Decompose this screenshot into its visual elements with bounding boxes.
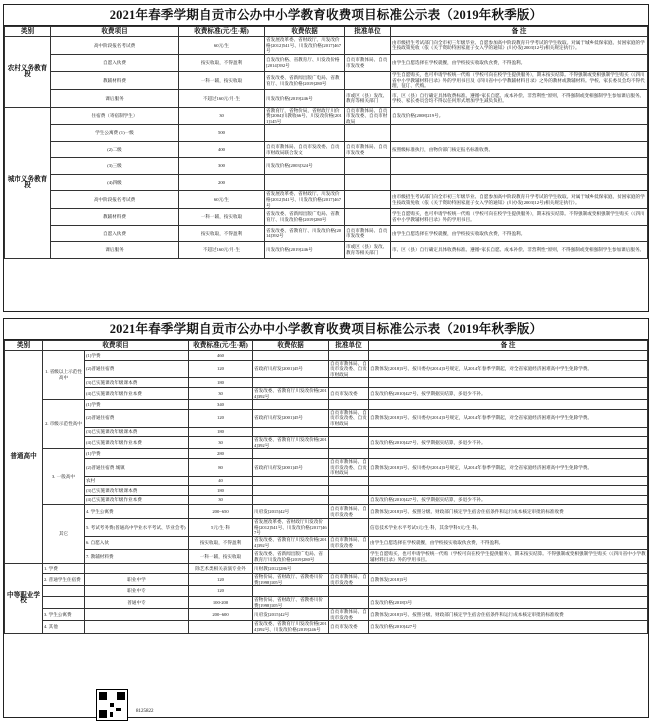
- table-cell: 川府发[2015]42号: [253, 609, 329, 621]
- table-cell: 180: [189, 378, 253, 388]
- table-row: [5, 174, 648, 191]
- table-cell: 100-200: [189, 596, 253, 608]
- table-cell: 自贡市教体局、自贡市发改委: [330, 537, 367, 548]
- group-cell: 2. 市级示范性高中: [43, 400, 85, 449]
- table-row: [5, 621, 648, 633]
- group-cell: 其它: [43, 505, 85, 563]
- table-cell: [85, 609, 189, 621]
- table-cell: [369, 378, 648, 388]
- table-cell: 3. 学生公寓费: [43, 609, 85, 621]
- col-item: 收费项目: [43, 341, 189, 351]
- table-cell: 按实收取，不得盈利: [179, 225, 265, 242]
- table-cell: [345, 37, 391, 55]
- table-cell: 460: [189, 351, 253, 361]
- sheet2-title: 2021年春季学期自贡市公办中小学教育收费项目标准公示表（2019年秋季版）: [4, 319, 648, 340]
- table-cell: [189, 621, 253, 633]
- table-cell: (2)二级: [51, 141, 179, 158]
- table-cell: 自教体发[2018]3号、按川委办[2014]3号规定，从2014年春季学期起，对全省家庭经济困难高中学生免除学费。: [369, 409, 648, 427]
- table-row: [5, 378, 648, 388]
- table-row: [5, 437, 648, 449]
- table-cell: 自发改价格[2010]427号、按学期据实结算，多退少不补。: [369, 495, 648, 505]
- table-cell: 自教体发[2018]3号: [369, 574, 648, 586]
- table-cell: [369, 476, 648, 486]
- group-cell: 1. 省级以上示范性高中: [43, 351, 85, 400]
- table-cell: 一科一辅，按实收取: [179, 209, 265, 226]
- table-cell: 自发改价格、省教育厅、川发改价格[2014]392号: [265, 54, 345, 72]
- table-cell: 按实收取，不得盈利: [189, 536, 253, 550]
- table-cell: 5. 考试考务费(普通高中学业水平考试、毕业会考): [85, 518, 189, 536]
- category-cell: 中等职业学校: [5, 563, 43, 633]
- table-cell: 省物价局、省财政厅、省教委川价费[1998]105号: [253, 574, 329, 586]
- table-cell: 住宿费（寄宿制学生）: [51, 107, 179, 125]
- table-cell: 180: [189, 427, 253, 437]
- table-cell: 由市级招生考试部门向全市初三年级毕业、自愿参加高中阶段教育升学考试的学生收取。对属于城乡低保家庭、贫困家庭的学生按政策免收（依《关于资助特困家庭子女入学的通知》(川办发[2003]12号)相关规定执行）。: [391, 37, 648, 55]
- table-cell: 由学生自愿选择在学校就餐，由学校按实收取伙食费，不得盈利。: [391, 54, 648, 72]
- table-cell: 教辅材料费: [51, 209, 179, 226]
- table-cell: 川发改价格[2003]324号: [265, 158, 345, 175]
- table-cell: 200: [179, 174, 265, 191]
- table-cell: 自贡市教体局、自贡市发改委: [330, 609, 367, 620]
- table-cell: [253, 400, 329, 410]
- table-row: [5, 486, 648, 496]
- table-cell: 课后服务: [51, 90, 179, 108]
- table-cell: 80: [189, 458, 253, 476]
- table-cell: 市或区（县）发改、教育等相关部门: [345, 90, 391, 108]
- table-cell: 学生自愿购买，也可申请学校统一代购（学校可向在校学生提供服务），期末按实结算。不得强制或变相强制学生购买（《四川省中小学教辅材料目录》外的学用书目。: [391, 209, 648, 226]
- qr-code-icon[interactable]: [96, 689, 128, 721]
- table-cell: (4)四级: [51, 174, 179, 191]
- table-cell: 除艺术类相关表演专业外: [189, 563, 253, 574]
- table-cell: 按实收取，不得盈利: [179, 54, 265, 72]
- table-row: [5, 107, 648, 125]
- table-cell: 省发改委、省教育厅川发改价格[2014]392号、川发改价格[2019]246号: [254, 621, 327, 632]
- table-row: [5, 518, 648, 536]
- table-row: [5, 387, 648, 399]
- table-cell: 7. 教辅材料费: [85, 550, 189, 564]
- table-cell: [329, 596, 369, 608]
- table-cell: 60元/生: [179, 191, 265, 209]
- table-row: [5, 563, 648, 574]
- col-approver: 批准单位: [329, 341, 369, 351]
- sheet1-title: 2021年春季学期自贡市公办中小学教育收费项目标准公示表（2019年秋季版）: [4, 5, 648, 26]
- table-cell: [253, 449, 329, 459]
- table-cell: [391, 125, 648, 142]
- table-cell: 4. 学生公寓费: [85, 505, 189, 519]
- table-cell: (2)普通住宿费 城镇: [85, 458, 189, 476]
- table-cell: [391, 174, 648, 191]
- table-cell: [253, 378, 329, 388]
- table-cell: (1)学费: [85, 351, 189, 361]
- table-cell: 高中阶段报名考试费: [51, 191, 179, 209]
- phone-number: 8125822: [136, 709, 154, 714]
- table-cell: [329, 427, 369, 437]
- table-cell: 自发改价格[2010]427号、按学期据实结算，多退少不补。: [369, 387, 648, 399]
- table-cell: (4)已实施课改年级作业本费: [85, 387, 189, 399]
- table-cell: 自教体发[2018]3号、按照分级、财政部门核定学生宿舍住宿条件和运行成本核定审批的标准收费: [369, 609, 648, 621]
- table-cell: 普通中专: [85, 596, 189, 608]
- table-cell: 由学生自愿选择在学校就餐，由学校按实收取伙食费，不得盈利。: [369, 536, 648, 550]
- table-cell: [329, 586, 369, 597]
- table-cell: (3)三级: [51, 158, 179, 175]
- table-cell: 省发改委、省教育厅、川发改价格[2014]392号: [265, 225, 345, 242]
- table-cell: (3)已实施课改年级课本费: [85, 427, 189, 437]
- table-cell: [253, 476, 329, 486]
- table-cell: [253, 495, 329, 505]
- table-cell: [369, 449, 648, 459]
- table-cell: 自贡市发改委: [329, 387, 369, 399]
- table-row: [5, 427, 648, 437]
- table-cell: 120: [189, 360, 253, 378]
- table-cell: [85, 621, 189, 633]
- table-cell: 职业中学: [85, 574, 189, 586]
- table-cell: [345, 125, 391, 142]
- table-cell: 自贡市教体局、自贡市发改委、自贡市财政局: [330, 360, 367, 377]
- sheet2-table: [4, 340, 648, 634]
- table-cell: 340: [189, 400, 253, 410]
- table-cell: 300: [179, 158, 265, 175]
- table-row: [5, 242, 648, 259]
- table-cell: 省发改委、省新闻出版广电局、省教育厅、川发改价格[2019]280号: [265, 209, 345, 226]
- table-row: [5, 191, 648, 209]
- table-cell: 自教体发[2018]3号、按照分级、财政部门核定学生宿舍住宿条件和运行成本核定审批的标准收费: [369, 505, 648, 519]
- table-row: [5, 505, 648, 519]
- table-cell: [329, 400, 369, 410]
- table-cell: 30: [189, 387, 253, 399]
- table-cell: 40: [189, 476, 253, 486]
- table-cell: [369, 563, 648, 574]
- table-cell: (1)学费: [85, 400, 189, 410]
- table-cell: [369, 400, 648, 410]
- table-cell: 课后服务: [51, 242, 179, 259]
- table-cell: [345, 209, 391, 226]
- table-cell: 200~650: [189, 505, 253, 519]
- table-cell: 省政府川府发[2001]45号: [253, 458, 329, 476]
- table-cell: [391, 158, 648, 175]
- table-cell: 自贡市教体局、自贡市发改委、自贡市财政局: [330, 409, 367, 426]
- table-cell: 自贡市教体局、自贡市发改委: [345, 225, 391, 242]
- table-cell: 自发改价格[2010]427号、按学期据实结算，多退少不补。: [369, 437, 648, 449]
- table-cell: 信息技术学业水平考试5元/生·科，其余学科5元/生·科。: [369, 518, 648, 536]
- table-cell: [43, 596, 85, 608]
- table-cell: 市或区（县）发改、教育等相关部门: [345, 242, 391, 259]
- table-cell: 按照级标准执行，由物价部门核定报名标准收费。: [391, 141, 648, 158]
- table-cell: 30: [179, 107, 265, 125]
- table-row: [5, 158, 648, 175]
- table-row: [5, 54, 648, 72]
- table-cell: 自贡市发改委: [329, 621, 369, 633]
- table-cell: [345, 174, 391, 191]
- table-cell: [329, 486, 369, 496]
- table-cell: 120: [189, 574, 253, 586]
- table-cell: [345, 191, 391, 209]
- table-cell: 200~600: [189, 609, 253, 621]
- table-row: [5, 495, 648, 505]
- col-standard: 收费标准(元/生·期): [189, 341, 253, 351]
- table-cell: (3)已实施课改年级课本费: [85, 378, 189, 388]
- table-row: [5, 609, 648, 621]
- table-cell: 1. 学费: [43, 563, 85, 574]
- col-category: 类别: [5, 341, 43, 351]
- table-cell: 60元/生: [179, 37, 265, 55]
- table-cell: 学生自愿购买，也可申请学校统一代购（学校可向在校学生提供服务），期末按实结算。不得强制或变相强制学生购买（《四川省中小学教辅材料目录》外的学用书目及《四川省中小学教辅材料目录》之外的教材或教辅材料。学校、家长委员会均不得代理，征订、代购。: [391, 72, 648, 90]
- table-cell: 省物价局、省财政厅、省教委川价费[1998]105号: [253, 596, 329, 608]
- table-cell: 不超过160元/月·生: [179, 90, 265, 108]
- table-cell: (4)已实施课改年级作业本费: [85, 495, 189, 505]
- table-cell: 川发改价格[2019]246号: [265, 90, 345, 108]
- table-cell: 省发改委、省教育厅川发改价格[2014]392号: [254, 387, 327, 399]
- table-row: [5, 596, 648, 608]
- table-cell: 由学生自愿选择在学校就餐，由学校按实收取伙食费，不得盈利。: [391, 225, 648, 242]
- table-cell: [265, 125, 345, 142]
- table-cell: 职业中专: [85, 586, 189, 597]
- table-cell: 市、区（县）自行确定具体收费标准。遵循“家长自愿、成本补偿、非营利性”原则，不得强制或变相强制学生参加课后服务。学校、家长委员会均不得以任何形式增加学生减负负担。: [391, 90, 648, 108]
- table-cell: [329, 351, 369, 361]
- table-cell: 省发改委、省新闻出版广电局、省教育厅、川发改价格[2019]280号: [265, 72, 345, 90]
- table-cell: 自贡市教体局、自贡市发改委、自贡市财政局: [330, 458, 367, 476]
- table-cell: 省发改委、省新闻出版广电局、省教育厅川发改价格[2019]280号: [253, 550, 329, 564]
- table-cell: [369, 486, 648, 496]
- col-approver: 批准单位: [345, 27, 391, 37]
- table-row: [5, 574, 648, 586]
- table-cell: [329, 495, 369, 505]
- table-cell: 不超过160元/月·生: [179, 242, 265, 259]
- table-row: [5, 360, 648, 378]
- table-cell: 自教体发[2018]3号、按川委办[2014]3号规定，从2014年春季学期起，对全省家庭经济困难高中学生免除学费。: [369, 458, 648, 476]
- col-note: 备 注: [369, 341, 648, 351]
- table-cell: (3)已实施课改年级课本费: [85, 486, 189, 496]
- table-cell: [43, 586, 85, 597]
- table-cell: 自贡市教体局、自贡市发改委、自贡市财政局: [345, 107, 391, 125]
- table-cell: 280: [189, 449, 253, 459]
- table-cell: 川财教[2012]286号: [253, 563, 329, 574]
- table-cell: 省发改委、省教育厅川发改价格[2014]392号: [254, 437, 327, 448]
- table-row: [5, 209, 648, 226]
- table-row: [5, 90, 648, 108]
- table-cell: 30: [189, 495, 253, 505]
- table-row: [5, 449, 648, 459]
- table-cell: [253, 351, 329, 361]
- table-row: [5, 37, 648, 55]
- table-cell: 省政府川府发[2001]45号: [253, 360, 329, 378]
- table-cell: 2. 普通学生住宿费: [43, 574, 85, 586]
- table-row: [5, 586, 648, 597]
- table-cell: [369, 586, 648, 597]
- table-cell: 自愿入伙费: [51, 225, 179, 242]
- table-cell: [253, 486, 329, 496]
- table-cell: [369, 427, 648, 437]
- table-cell: 学生公寓费 (1)一级: [51, 125, 179, 142]
- table-cell: 省发展改革委、省财政厅、川发改价格[2012]541号、川发改价格[2017]467号: [265, 191, 345, 209]
- table-cell: 自贡市教体局、自贡市发改委: [345, 54, 391, 72]
- table-cell: 省发展改革委、省财政厅川发改价格[2012]541号、川发改价格[2017]467号: [254, 518, 327, 536]
- table-row: [5, 550, 648, 564]
- sheet2-footer: [4, 691, 648, 717]
- table-cell: (1)学费: [85, 449, 189, 459]
- table-cell: [329, 518, 369, 536]
- table-cell: 30: [189, 437, 253, 449]
- category-cell: 农村义务教育段: [5, 37, 51, 108]
- table-row: [5, 536, 648, 550]
- category-cell: 城市义务教育段: [5, 107, 51, 258]
- table-cell: 120: [189, 409, 253, 427]
- fee-sheet-2: [3, 318, 649, 718]
- col-item: 收费项目: [51, 27, 179, 37]
- table-cell: 6. 自愿入伙: [85, 536, 189, 550]
- category-cell: 普通高中: [5, 351, 43, 564]
- col-category: 类别: [5, 27, 51, 37]
- table-cell: 自愿入伙费: [51, 54, 179, 72]
- table-cell: 省发改委、省教育厅川发改价格[2014]392号: [254, 537, 327, 548]
- table-cell: 市、区（县）自行确定具体收费标准。遵循“家长自愿、成本补偿、非营利性”原则，不得强制或变相强制学生参加课后服务。: [391, 242, 648, 259]
- table-cell: [345, 158, 391, 175]
- table-cell: (4)已实施课改年级作业本费: [85, 437, 189, 449]
- table-cell: 180: [189, 486, 253, 496]
- table-cell: 由市级招生考试部门向全市初三年级毕业、自愿参加高中阶段教育升学考试的学生收取。对属于城乡低保家庭、贫困家庭的学生按政策免收（依《关于资助特困家庭子女入学的通知》(川办发[2003]12号)相关规定执行）。: [391, 191, 648, 209]
- table-cell: [369, 351, 648, 361]
- table-cell: 自发改价格[2008]219号。: [391, 107, 648, 125]
- table-cell: [329, 563, 369, 574]
- table-row: [5, 351, 648, 361]
- table-cell: 120: [189, 586, 253, 597]
- table-cell: [265, 174, 345, 191]
- table-cell: [329, 449, 369, 459]
- col-basis: 收费依据: [265, 27, 345, 37]
- table-row: [5, 409, 648, 427]
- table-cell: [329, 437, 369, 449]
- table-cell: 自发改价格[2010]427号: [369, 621, 648, 633]
- table-cell: 4. 其他: [43, 621, 85, 633]
- table-cell: 高中阶段报名考试费: [51, 37, 179, 55]
- table-cell: 一科一辅，按实收取: [179, 72, 265, 90]
- table-row: [5, 72, 648, 90]
- table-cell: 教辅材料费: [51, 72, 179, 90]
- table-row: [5, 141, 648, 158]
- table-cell: 川发改价格[2019]246号: [265, 242, 345, 259]
- group-cell: 3. 一般高中: [43, 449, 85, 505]
- table-cell: [329, 550, 369, 564]
- table-cell: 农村: [85, 476, 189, 486]
- table-cell: 省教育厅，省物价局，省财政厅川价费[2004]川教收66号、川发改价格[2011]145号: [265, 107, 345, 125]
- table-cell: 500: [179, 125, 265, 142]
- table-cell: (2)普通住宿费: [85, 360, 189, 378]
- table-cell: [253, 586, 329, 597]
- table-cell: [329, 476, 369, 486]
- col-basis: 收费依据: [253, 341, 329, 351]
- fee-sheet-1: [3, 4, 649, 312]
- table-cell: [85, 563, 189, 574]
- table-cell: 5元/生·科: [189, 518, 253, 536]
- table-cell: 自教体发[2018]3号、按川委办[2014]3号规定，从2014年春季学期起，对全省家庭经济困难高中学生免除学费。: [369, 360, 648, 378]
- table-cell: 400: [179, 141, 265, 158]
- sheet1-table: [4, 26, 648, 259]
- table-cell: [253, 427, 329, 437]
- col-standard: 收费标准(元/生·期): [179, 27, 265, 37]
- table-row: [5, 458, 648, 476]
- table-row: [5, 400, 648, 410]
- table-cell: [345, 72, 391, 90]
- table-row: [5, 225, 648, 242]
- table-cell: 自贡市教体局、自贡市发改委: [330, 574, 367, 585]
- table-cell: 自贡市教体局、自贡市发改委、自贡市财政局联合发文: [265, 141, 345, 158]
- table-cell: (2)普通住宿费: [85, 409, 189, 427]
- table-cell: 自贡市教体局、自贡市发改委: [330, 506, 367, 517]
- table-cell: 自发改价格[2018]3号: [369, 596, 648, 608]
- col-note: 备 注: [391, 27, 648, 37]
- table-row: [5, 476, 648, 486]
- table-cell: 省政府川府发[2001]45号: [253, 409, 329, 427]
- table-cell: 一科一辅，按实收取: [189, 550, 253, 564]
- table-cell: 省发展改革委、省财政厅、川发改价格[2012]541号、川发改价格[2017]467号: [265, 37, 345, 55]
- table-cell: 川府发[2015]42号: [253, 505, 329, 519]
- table-cell: 自贡市教体局、自贡市发改委: [345, 141, 391, 158]
- table-row: [5, 125, 648, 142]
- table-cell: [329, 378, 369, 388]
- table-cell: 学生自愿购买，也可申请学校统一代购（学校可向在校学生提供服务），期末按实结算。不得强制或变相强制学生购买（《四川省中小学教辅材料目录》外的学用书目。: [370, 550, 646, 562]
